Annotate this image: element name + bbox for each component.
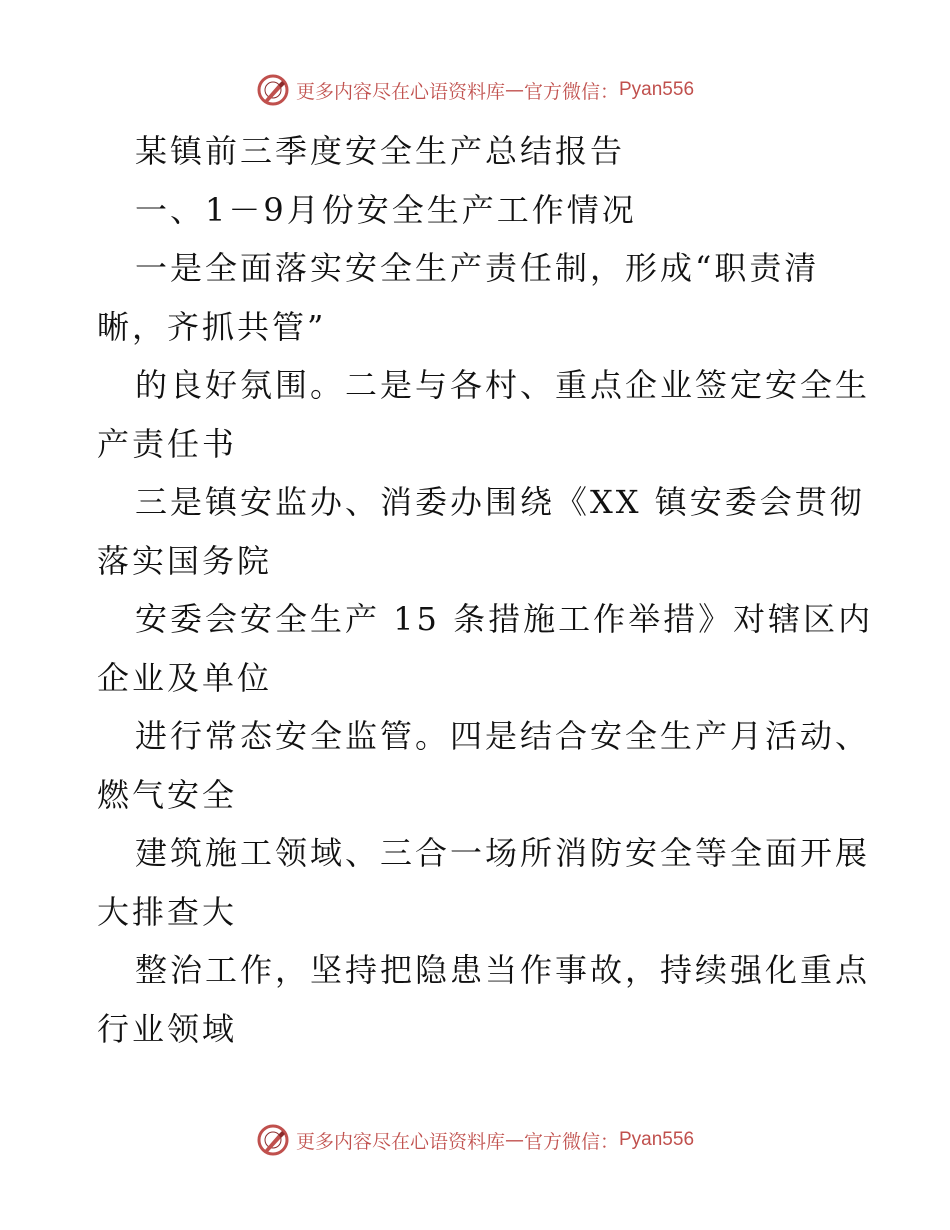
paragraph-line: 建筑施工领域、三合一场所消防安全等全面开展 — [135, 834, 871, 872]
paragraph-line: 燃气安全 — [97, 775, 238, 814]
paragraph-line: 产责任书 — [97, 424, 238, 463]
header-banner — [0, 70, 950, 110]
banner-label: 官方微信： — [523, 80, 619, 103]
paragraph-line: 晰，齐抓共管” — [97, 307, 327, 346]
paragraph-line: 大排查大 — [97, 892, 238, 931]
banner-handle: Pyan556 — [619, 1129, 695, 1150]
banner-dash: — — [504, 1129, 524, 1151]
paragraph-line: 行业领域 — [97, 1009, 238, 1048]
banner-label: 官方微信： — [523, 1130, 619, 1153]
document-title: 某镇前三季度安全生产总结报告 — [135, 132, 626, 170]
document-body — [97, 122, 874, 1058]
banner-dash: — — [504, 79, 524, 101]
banner-handle: Pyan556 — [619, 79, 695, 100]
banner-main-text: 更多内容尽在心语资料库 — [295, 80, 505, 103]
pen-circle-icon — [256, 1123, 290, 1157]
paragraph-line: 落实国务院 — [97, 541, 273, 580]
section-heading: 一、1－9月份安全生产工作情况 — [135, 190, 637, 229]
pen-circle-icon — [256, 73, 290, 107]
paragraph-line: 安委会安全生产 15 条措施工作举措》对辖区内 — [135, 600, 874, 638]
paragraph-line: 三是镇安监办、消委办围绕《XX 镇安委会贯彻 — [135, 483, 865, 521]
banner-main-text: 更多内容尽在心语资料库 — [295, 1130, 505, 1153]
paragraph-line: 进行常态安全监管。四是结合安全生产月活动、 — [135, 717, 871, 755]
paragraph-line: 一是全面落实安全生产责任制，形成“职责清 — [135, 249, 820, 287]
paragraph-line: 企业及单位 — [97, 658, 273, 697]
paragraph-line: 的良好氛围。二是与各村、重点企业签定安全生 — [135, 366, 871, 404]
footer-banner — [0, 1120, 950, 1160]
paragraph-line: 整治工作，坚持把隐患当作事故，持续强化重点 — [135, 951, 871, 989]
